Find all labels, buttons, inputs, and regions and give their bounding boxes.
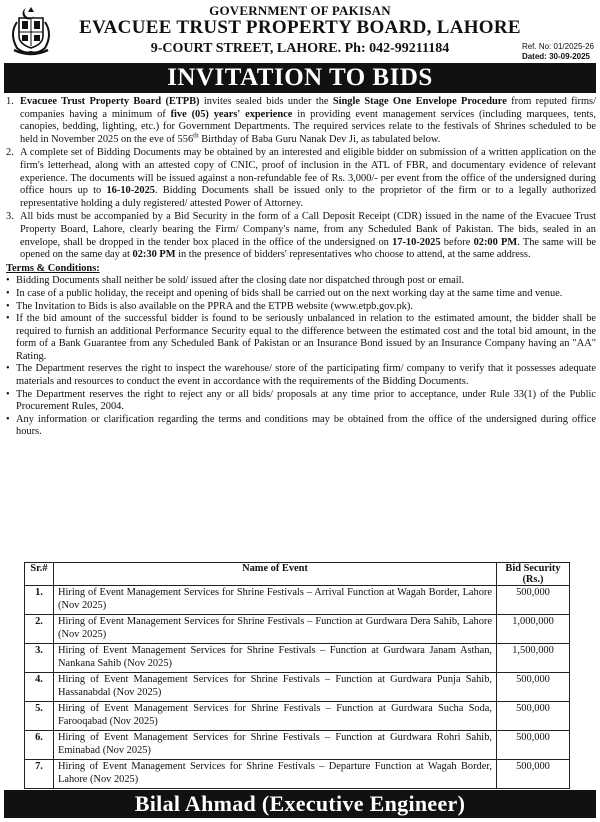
paragraph-text: before (440, 236, 474, 248)
reference-block (522, 42, 594, 62)
list-item: • In case of a public holiday, the receipt and opening of bids shall be carried out on the next working day at the same time and venue. (6, 288, 596, 301)
cell-sr: 4. (25, 673, 54, 702)
cell-event: Hiring of Event Management Services for Shrine Festivals – Function at Gurdwara Janam Asthan, Nankana Sahib (Nov 2025) (54, 644, 497, 673)
paragraph-text: in the presence of bidders' representatives who choose to attend, at the same address. (175, 249, 531, 261)
paragraph-text: invites sealed bids under the (199, 96, 333, 107)
list-item: • Bidding Documents shall neither be sold/ issued after the closing date nor dispatched through post or email. (6, 275, 596, 288)
notice-body (6, 96, 596, 439)
cell-bid-security: 500,000 (497, 731, 570, 760)
cell-sr: 7. (25, 760, 54, 789)
dated-value: 30-09-2025 (549, 52, 590, 61)
cell-sr: 3. (25, 644, 54, 673)
bold-text: Single Stage One Envelope Procedure (332, 96, 507, 107)
paragraph-text: . Bidding Documents shall be issued only to the proprietor of the firm or to a legally authorized representative holding a duly registered/ attested Power of Attorney. (20, 185, 596, 209)
cell-event: Hiring of Event Management Services for Shrine Festivals – Function at Gurdwara Dera Sahib, Lahore (Nov 2025) (54, 615, 497, 644)
dated-label: Dated: (521, 52, 547, 61)
bold-text: 17-10-2025 (392, 236, 441, 248)
paragraph-text: . The same will be opened on the same day at (20, 236, 597, 261)
cell-bid-security: 500,000 (497, 586, 570, 615)
cell-bid-security: 1,500,000 (497, 644, 570, 673)
ref-label: Ref. No: (521, 42, 552, 51)
list-item: • Any information or clarification regarding the terms and conditions may be obtained from the office of the undersigned during office hours. (6, 414, 596, 439)
bold-text: 16-10-2025 (106, 185, 155, 197)
organization-address: 9-COURT STREET, LAHORE. Ph: 042-99211184 (150, 41, 450, 56)
bold-text: 02:30 PM (132, 249, 176, 261)
cell-event: Hiring of Event Management Services for Shrine Festivals – Function at Gurdwara Rohri Sahib, Eminabad (Nov 2025) (54, 731, 497, 760)
bold-text: Evacuee Trust Property Board (ETPB) (20, 96, 200, 107)
col-header-event: Name of Event (54, 563, 497, 586)
list-item: • If the bid amount of the successful bidder is found to be seriously unbalanced in relation to the estimated amount, the bidder shall be required to furnish an additional Performance Security equal to the difference between the estimated cost and the total bid amount, in the form of a Bank Guarantee from any Scheduled Bank of Pakistan or an Insurance Bond issued by an Insurance Company having an "AA" Rating. (6, 313, 596, 363)
list-item: • The Department reserves the right to inspect the warehouse/ store of the participating firm/ company to verify that it possesses adequate materials and resources to conduct the event in accordance with the requirements of the Bidding Documents. (6, 363, 596, 388)
table-header-row (25, 563, 570, 586)
cell-event: Hiring of Event Management Services for Shrine Festivals – Arrival Function at Wagah Border, Lahore (Nov 2025) (54, 586, 497, 615)
cell-sr: 5. (25, 702, 54, 731)
list-item: • The Invitation to Bids is also available on the PPRA and the ETPB website (www.etpb.gov.pk). (6, 301, 596, 314)
bold-text: five (05) years' experience (170, 108, 293, 120)
table-row (25, 644, 570, 673)
table-row (25, 731, 570, 760)
paragraph-text: A complete set of Bidding Documents may be obtained by an interested and eligible bidder on submission of a written application on the firm's letterhead, along with an attested copy of CNIC, proof of inclusion in the ATL of FBR, and documentary evidence of relevant experience. The documents will be issued against a non-refundable fee of Rs. 3,000/- per event from the office of the undersigned during office hours up to (20, 147, 596, 197)
paragraph-text: from reputed firms/ companies having a minimum of (20, 96, 596, 120)
cell-sr: 2. (25, 615, 54, 644)
cell-bid-security: 500,000 (497, 673, 570, 702)
ref-number: 01/2025-26 (553, 42, 594, 51)
table-row (25, 586, 570, 615)
organization-title: EVACUEE TRUST PROPERTY BOARD, LAHORE (79, 17, 521, 38)
col-header-sr: Sr.# (25, 563, 54, 586)
cell-bid-security: 500,000 (497, 702, 570, 731)
paragraph-2 (6, 147, 596, 210)
table-row (25, 615, 570, 644)
paragraph-text: All bids must be accompanied by a Bid Security in the form of a Call Deposit Receipt (CDR) issued in the name of the Evacuee Trust Property Board, Lahore, clearly bearing the Firm/ Company's name, from any Scheduled Bank of Pakistan. The bids, sealed in an envelope, shall be dropped in the tender box placed in the office of the undersigned on (20, 211, 596, 248)
document-title-banner: INVITATION TO BIDS (4, 63, 596, 93)
table-row (25, 673, 570, 702)
paragraph-text: th (193, 131, 199, 140)
government-title: GOVERNMENT OF PAKISAN (209, 3, 391, 18)
bold-text: 02:00 PM (473, 236, 518, 248)
terms-list (6, 275, 596, 439)
cell-event: Hiring of Event Management Services for Shrine Festivals – Departure Function at Wagah Border, Lahore (Nov 2025) (54, 760, 497, 789)
col-header-bid-security: Bid Security (Rs.) (497, 563, 570, 586)
cell-bid-security: 500,000 (497, 760, 570, 789)
list-item: • The Department reserves the right to reject any or all bids/ proposals at any time prior to acceptance, under Rule 33(1) of the Public Procurement Rules, 2004. (6, 389, 596, 414)
cell-event: Hiring of Event Management Services for Shrine Festivals – Function at Gurdwara Sucha Soda, Farooqabad (Nov 2025) (54, 702, 497, 731)
paragraph-text: Birthday of Baba Guru Nanak Dev Ji, as tabulated below. (198, 133, 441, 145)
cell-sr: 1. (25, 586, 54, 615)
cell-bid-security: 1,000,000 (497, 615, 570, 644)
numbered-paragraphs (6, 96, 596, 262)
table-row (25, 760, 570, 789)
cell-event: Hiring of Event Management Services for Shrine Festivals – Function at Gurdwara Punja Sahib, Hassanabdal (Nov 2025) (54, 673, 497, 702)
paragraph-number: 1. (6, 96, 14, 107)
events-table (24, 562, 570, 789)
paragraph-1 (6, 96, 596, 146)
document-header (0, 0, 600, 62)
paragraph-3 (6, 211, 596, 261)
signatory-banner: Bilal Ahmad (Executive Engineer) (4, 790, 596, 818)
table-row (25, 702, 570, 731)
cell-sr: 6. (25, 731, 54, 760)
paragraph-number: 3. (6, 211, 14, 223)
paragraph-number: 2. (6, 147, 14, 159)
paragraph-text: in providing event management services (including marquees, tents, canopies, bedding, lighting, etc.) for Government Departments. The required services relate to the festivals of Shrines scheduled to be held in November 2025 on the eve of 556 (20, 108, 596, 145)
terms-heading: Terms & Conditions: (6, 262, 100, 274)
